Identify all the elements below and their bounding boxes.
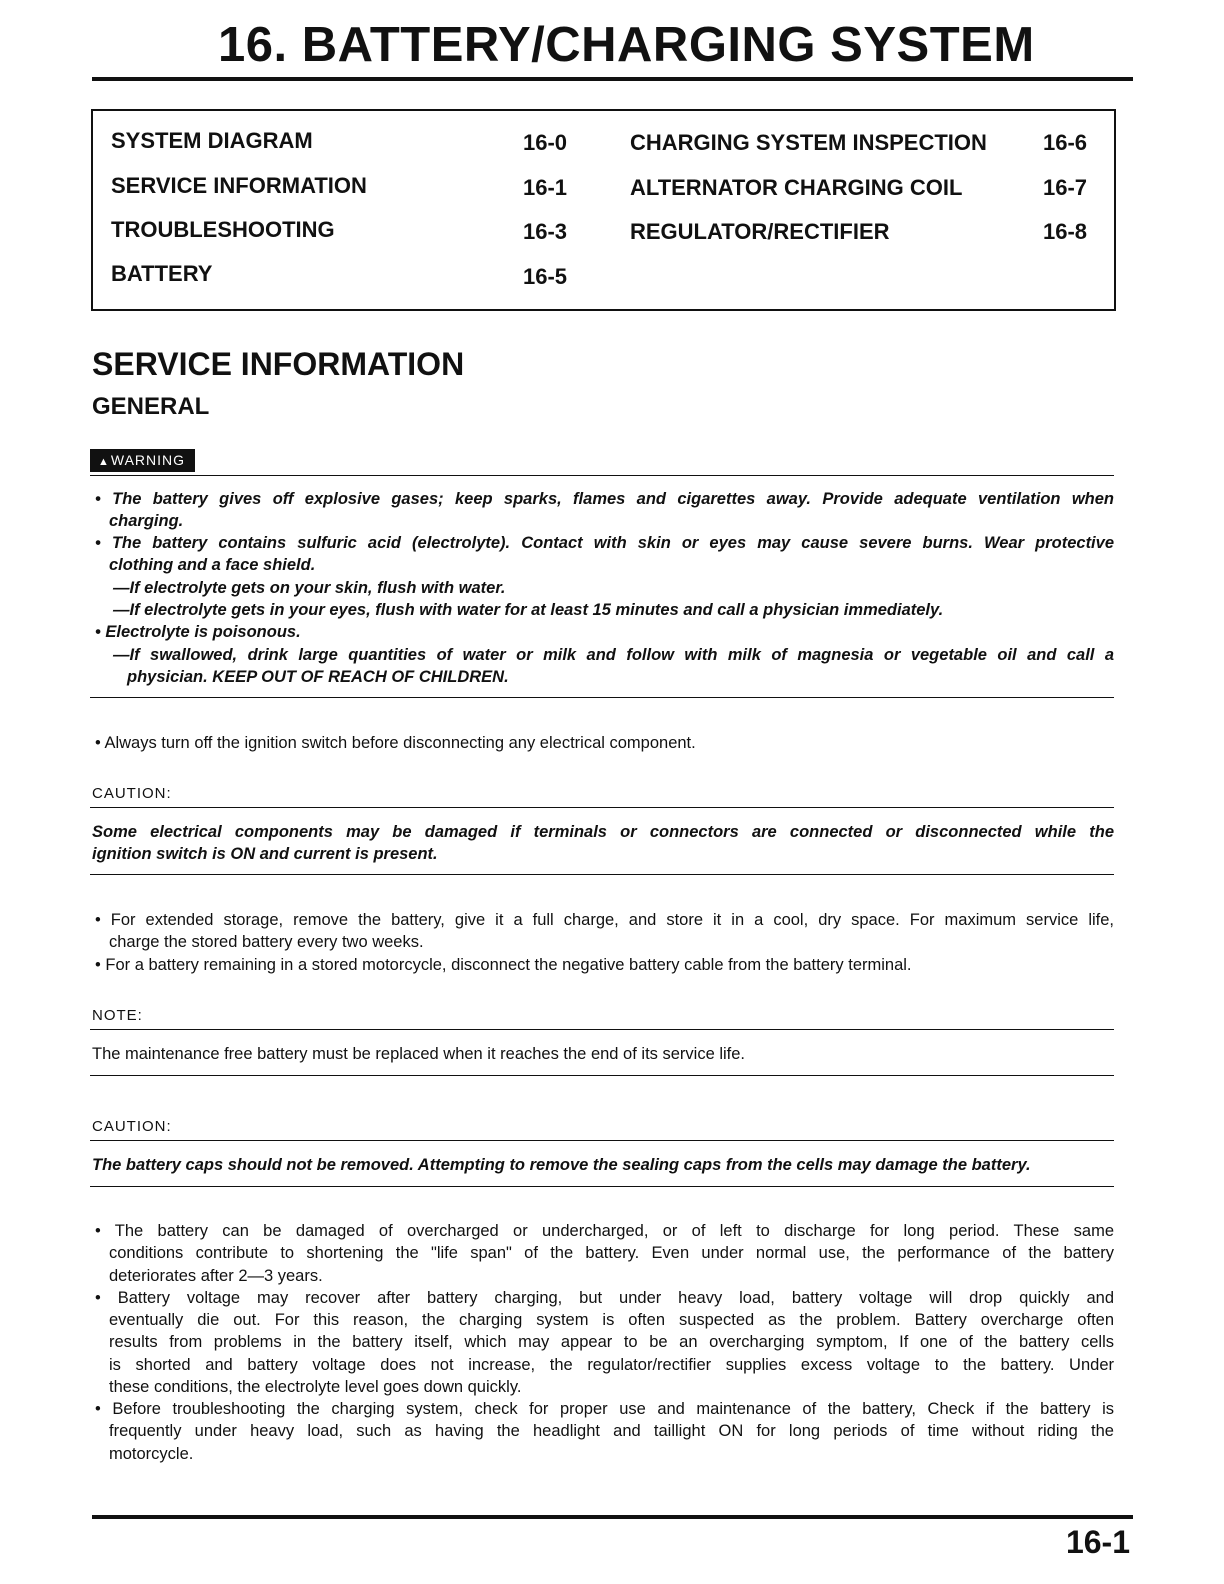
caution-line: ignition switch is ON and current is present. [92, 845, 438, 863]
warning-line: —If electrolyte gets on your skin, flush with water. [113, 579, 506, 597]
toc-page-service-information: 16-1 [523, 175, 568, 200]
caution-label: CAUTION: [92, 785, 172, 802]
footer-rule [92, 1515, 1133, 1519]
body-line: conditions contribute to shortening the "life span" of the battery. Even under normal use, the performance of the battery [109, 1244, 1114, 1262]
storage-line: • For extended storage, remove the battery, give it a full charge, and store it in a cool, dry space. For maximum service life, [95, 911, 1114, 929]
note-label: NOTE: [92, 1007, 143, 1024]
toc-label-service-information[interactable]: SERVICE INFORMATION [111, 173, 367, 198]
toc-page-battery: 16-5 [523, 264, 568, 289]
body-line: deteriorates after 2—3 years. [109, 1267, 323, 1285]
toc-label-system-diagram[interactable]: SYSTEM DIAGRAM [111, 128, 313, 153]
storage-line: charge the stored battery every two weeks. [109, 933, 424, 951]
toc-page-charging-system-inspection: 16-6 [1043, 130, 1088, 155]
toc-label-charging-system-inspection[interactable]: CHARGING SYSTEM INSPECTION [630, 130, 987, 155]
toc-label-troubleshooting[interactable]: TROUBLESHOOTING [111, 217, 335, 242]
toc-page-regulator-rectifier: 16-8 [1043, 219, 1088, 244]
body-line: • Battery voltage may recover after battery charging, but under heavy load, battery voltage will drop quickly and [95, 1289, 1114, 1307]
warning-line: • Electrolyte is poisonous. [95, 623, 301, 641]
note-text: The maintenance free battery must be replaced when it reaches the end of its service life. [92, 1045, 746, 1063]
body-line: these conditions, the electrolyte level goes down quickly. [109, 1378, 522, 1396]
table-of-contents [91, 109, 1116, 311]
body-line: frequently under heavy load, such as having the headlight and taillight ON for long periods of time without riding the [109, 1422, 1114, 1440]
toc-page-system-diagram: 16-0 [523, 130, 568, 155]
body-line: motorcycle. [109, 1445, 194, 1463]
caution-text: The battery caps should not be removed. Attempting to remove the sealing caps from the cells may damage the battery. [92, 1156, 1031, 1174]
body-line: • Before troubleshooting the charging system, check for proper use and maintenance of the battery, Check if the battery is [95, 1400, 1114, 1418]
body-line: eventually die out. For this reason, the charging system is often suspected as the problem. Battery overcharge often [109, 1311, 1114, 1329]
storage-line: • For a battery remaining in a stored motorcycle, disconnect the negative battery cable from the battery terminal. [95, 956, 912, 974]
warning-bottom-rule [90, 697, 1114, 698]
warning-line: clothing and a face shield. [109, 556, 316, 574]
caution-bottom-rule [90, 1186, 1114, 1187]
warning-line: —If swallowed, drink large quantities of water or milk and follow with milk of magnesia or vegetable oil and call a [113, 646, 1114, 664]
toc-label-regulator-rectifier[interactable]: REGULATOR/RECTIFIER [630, 219, 890, 244]
warning-line: physician. KEEP OUT OF REACH OF CHILDREN. [127, 668, 509, 686]
body-line: • The battery can be damaged of overcharged or undercharged, or of left to discharge for long period. These same [95, 1222, 1114, 1240]
warning-badge [90, 449, 195, 472]
toc-page-troubleshooting: 16-3 [523, 219, 568, 244]
warning-top-rule [90, 475, 1114, 476]
page-number: 16-1 [1065, 1524, 1130, 1560]
warning-label: WARNING [110, 452, 186, 468]
toc-page-alternator-charging-coil: 16-7 [1043, 175, 1088, 200]
warning-line: charging. [109, 512, 184, 530]
caution-bottom-rule [90, 874, 1114, 875]
ignition-note: • Always turn off the ignition switch before disconnecting any electrical component. [95, 734, 696, 752]
warning-line: • The battery contains sulfuric acid (electrolyte). Contact with skin or eyes may cause severe burns. Wear protective [95, 534, 1114, 552]
warning-triangle-icon: ▲ [98, 456, 110, 468]
toc-label-alternator-charging-coil[interactable]: ALTERNATOR CHARGING COIL [630, 175, 963, 200]
caution-label: CAUTION: [92, 1118, 172, 1135]
warning-line: —If electrolyte gets in your eyes, flush with water for at least 15 minutes and call a physician immediately. [113, 601, 944, 619]
chapter-title: 16. BATTERY/CHARGING SYSTEM [218, 18, 1035, 72]
warning-line: • The battery gives off explosive gases; keep sparks, flames and cigarettes away. Provide adequate ventilation when [95, 490, 1114, 508]
toc-label-battery[interactable]: BATTERY [111, 261, 213, 286]
caution-top-rule [90, 807, 1114, 808]
caution-line: Some electrical components may be damaged if terminals or connectors are connected or disconnected while the [92, 823, 1114, 841]
section-title: SERVICE INFORMATION [92, 346, 465, 382]
caution-top-rule [90, 1140, 1114, 1141]
body-line: results from problems in the battery itself, which may appear to be an overcharging symptom, If one of the battery cells [109, 1333, 1114, 1351]
note-bottom-rule [90, 1075, 1114, 1076]
body-line: is shorted and battery voltage does not increase, the regulator/rectifier supplies excess voltage to the battery. Under [109, 1356, 1114, 1374]
section-subtitle: GENERAL [92, 393, 210, 420]
note-top-rule [90, 1029, 1114, 1030]
title-underline [92, 77, 1133, 81]
